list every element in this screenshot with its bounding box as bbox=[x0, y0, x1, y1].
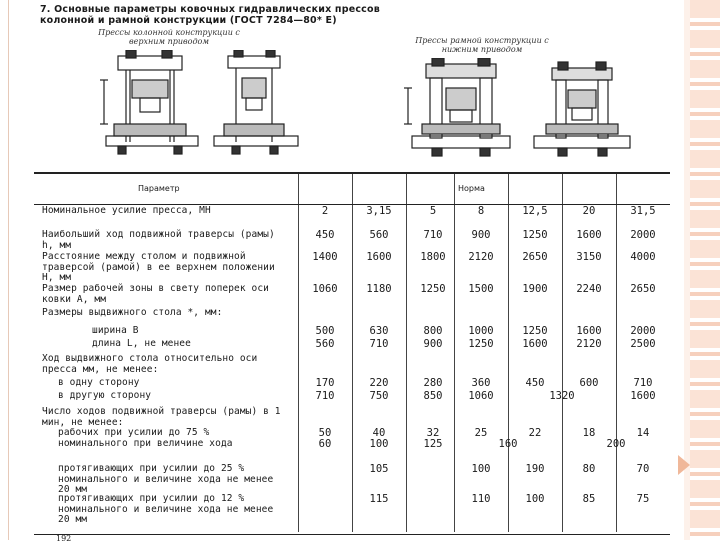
norm-value: 2000 bbox=[630, 229, 656, 241]
parameters-table bbox=[34, 172, 670, 535]
column-press-drawings bbox=[96, 50, 306, 162]
parameter-label: Расстояние между столом и подвижной траверсой (рамой) в ее верхнем положении H, мм bbox=[42, 251, 275, 283]
norm-value: 800 bbox=[423, 325, 443, 337]
norm-value: 560 bbox=[315, 338, 335, 350]
norm-value: 50 bbox=[318, 427, 332, 439]
norm-value: 170 bbox=[315, 377, 335, 389]
parameter-label: Ход выдвижного стола относительно оси пресса мм, не менее: bbox=[42, 353, 258, 375]
norm-value: 2 bbox=[321, 205, 329, 217]
norm-value: 1600 bbox=[576, 229, 602, 241]
column-divider bbox=[562, 174, 563, 532]
norm-value: 1400 bbox=[312, 251, 338, 263]
parameter-label: в другую сторону bbox=[58, 390, 152, 401]
norm-value: 1000 bbox=[468, 325, 494, 337]
norm-value: 5 bbox=[429, 205, 437, 217]
norm-value: 100 bbox=[471, 463, 491, 475]
norm-value: 1600 bbox=[576, 325, 602, 337]
norm-value: 75 bbox=[636, 493, 650, 505]
norm-value: 4000 bbox=[630, 251, 656, 263]
norm-value: 2500 bbox=[630, 338, 656, 350]
norm-value: 100 bbox=[525, 493, 545, 505]
norm-value: 85 bbox=[582, 493, 596, 505]
norm-value: 105 bbox=[369, 463, 389, 475]
norm-value: 360 bbox=[471, 377, 491, 389]
norm-value: 900 bbox=[471, 229, 491, 241]
norm-value: 1500 bbox=[468, 283, 494, 295]
norm-value: 40 bbox=[372, 427, 386, 439]
column-divider bbox=[508, 174, 509, 532]
norm-value: 1600 bbox=[522, 338, 548, 350]
norm-value: 125 bbox=[423, 438, 443, 450]
right-figure-caption: Прессы рамной конструкции с нижним приводом bbox=[415, 36, 549, 54]
title-line-1: 7. Основные параметры ковочных гидравлических прессов bbox=[40, 4, 380, 15]
norm-value: 12,5 bbox=[522, 205, 548, 217]
norm-value: 560 bbox=[369, 229, 389, 241]
norm-value: 600 bbox=[579, 377, 599, 389]
norm-value: 1600 bbox=[366, 251, 392, 263]
norm-value: 450 bbox=[315, 229, 335, 241]
norm-value: 1060 bbox=[468, 390, 494, 402]
norm-value: 20 bbox=[582, 205, 596, 217]
frame-press-diagram bbox=[402, 58, 652, 162]
norm-value: 110 bbox=[471, 493, 491, 505]
parameter-label: длина L, не менее bbox=[92, 338, 191, 349]
norm-value: 1600 bbox=[630, 390, 656, 402]
norm-value: 2650 bbox=[630, 283, 656, 295]
norm-value: 1250 bbox=[522, 325, 548, 337]
decorative-stripe bbox=[690, 0, 720, 540]
norm-value: 710 bbox=[315, 390, 335, 402]
norm-value: 60 bbox=[318, 438, 332, 450]
parameter-label: рабочих при усилии до 75 % bbox=[58, 427, 210, 438]
norm-value: 160 bbox=[498, 438, 518, 450]
norm-value: 280 bbox=[423, 377, 443, 389]
norm-value: 2120 bbox=[576, 338, 602, 350]
norm-value: 710 bbox=[369, 338, 389, 350]
parameter-label: в одну сторону bbox=[58, 377, 140, 388]
column-divider bbox=[454, 174, 455, 532]
norm-value: 630 bbox=[369, 325, 389, 337]
left-figure-caption: Прессы колонной конструкции с верхним приводом bbox=[98, 28, 240, 46]
norm-value: 1180 bbox=[366, 283, 392, 295]
parameter-label: протягивающих при усилии до 12 % номинального и величине хода не менее 20 мм bbox=[58, 493, 274, 525]
norm-value: 2650 bbox=[522, 251, 548, 263]
norm-value: 900 bbox=[423, 338, 443, 350]
norm-value: 8 bbox=[477, 205, 485, 217]
norm-value: 80 bbox=[582, 463, 596, 475]
header-norm: Норма bbox=[458, 184, 485, 193]
next-slide-arrow-icon[interactable] bbox=[678, 455, 690, 475]
norm-value: 31,5 bbox=[630, 205, 656, 217]
norm-value: 25 bbox=[474, 427, 488, 439]
parameter-label: Наибольший ход подвижной траверсы (рамы) h, мм bbox=[42, 229, 275, 251]
norm-value: 32 bbox=[426, 427, 440, 439]
parameter-label: Размер рабочей зоны в свету поперек оси ковки A, мм bbox=[42, 283, 269, 305]
norm-value: 3150 bbox=[576, 251, 602, 263]
norm-value: 1320 bbox=[549, 390, 575, 402]
column-divider bbox=[406, 174, 407, 532]
norm-value: 2120 bbox=[468, 251, 494, 263]
document-page bbox=[34, 2, 670, 543]
column-divider bbox=[298, 174, 299, 532]
table-title bbox=[40, 4, 380, 26]
norm-value: 1250 bbox=[522, 229, 548, 241]
norm-value: 70 bbox=[636, 463, 650, 475]
parameter-label: номинального при величине хода bbox=[58, 438, 233, 449]
norm-value: 710 bbox=[423, 229, 443, 241]
column-divider bbox=[352, 174, 353, 532]
norm-value: 1250 bbox=[468, 338, 494, 350]
norm-value: 450 bbox=[525, 377, 545, 389]
norm-value: 1250 bbox=[420, 283, 446, 295]
norm-value: 22 bbox=[528, 427, 542, 439]
norm-value: 750 bbox=[369, 390, 389, 402]
norm-value: 500 bbox=[315, 325, 335, 337]
column-divider bbox=[616, 174, 617, 532]
norm-value: 3,15 bbox=[366, 205, 392, 217]
norm-value: 2240 bbox=[576, 283, 602, 295]
header-parameter: Параметр bbox=[138, 184, 180, 193]
title-line-2: колонной и рамной конструкции (ГОСТ 7284—80* Е) bbox=[40, 15, 337, 26]
norm-value: 100 bbox=[369, 438, 389, 450]
norm-value: 14 bbox=[636, 427, 650, 439]
parameter-label: Номинальное усилие пресса, МН bbox=[42, 205, 211, 216]
norm-value: 850 bbox=[423, 390, 443, 402]
norm-value: 115 bbox=[369, 493, 389, 505]
frame-press-drawings bbox=[402, 58, 652, 162]
parameter-label: протягивающих при усилии до 25 % номинального и величине хода не менее 20 мм bbox=[58, 463, 274, 495]
norm-value: 18 bbox=[582, 427, 596, 439]
parameter-label: Число ходов подвижной траверсы (рамы) в 1 мин, не менее: bbox=[42, 406, 281, 428]
norm-value: 200 bbox=[606, 438, 626, 450]
norm-value: 710 bbox=[633, 377, 653, 389]
parameter-label: ширина B bbox=[92, 325, 139, 336]
column-press-diagram bbox=[96, 50, 306, 162]
parameter-label: Размеры выдвижного стола *, мм: bbox=[42, 307, 223, 318]
norm-value: 1800 bbox=[420, 251, 446, 263]
norm-value: 2000 bbox=[630, 325, 656, 337]
norm-value: 1900 bbox=[522, 283, 548, 295]
page-number: 192 bbox=[56, 534, 72, 543]
norm-value: 1060 bbox=[312, 283, 338, 295]
norm-value: 190 bbox=[525, 463, 545, 475]
norm-value: 220 bbox=[369, 377, 389, 389]
